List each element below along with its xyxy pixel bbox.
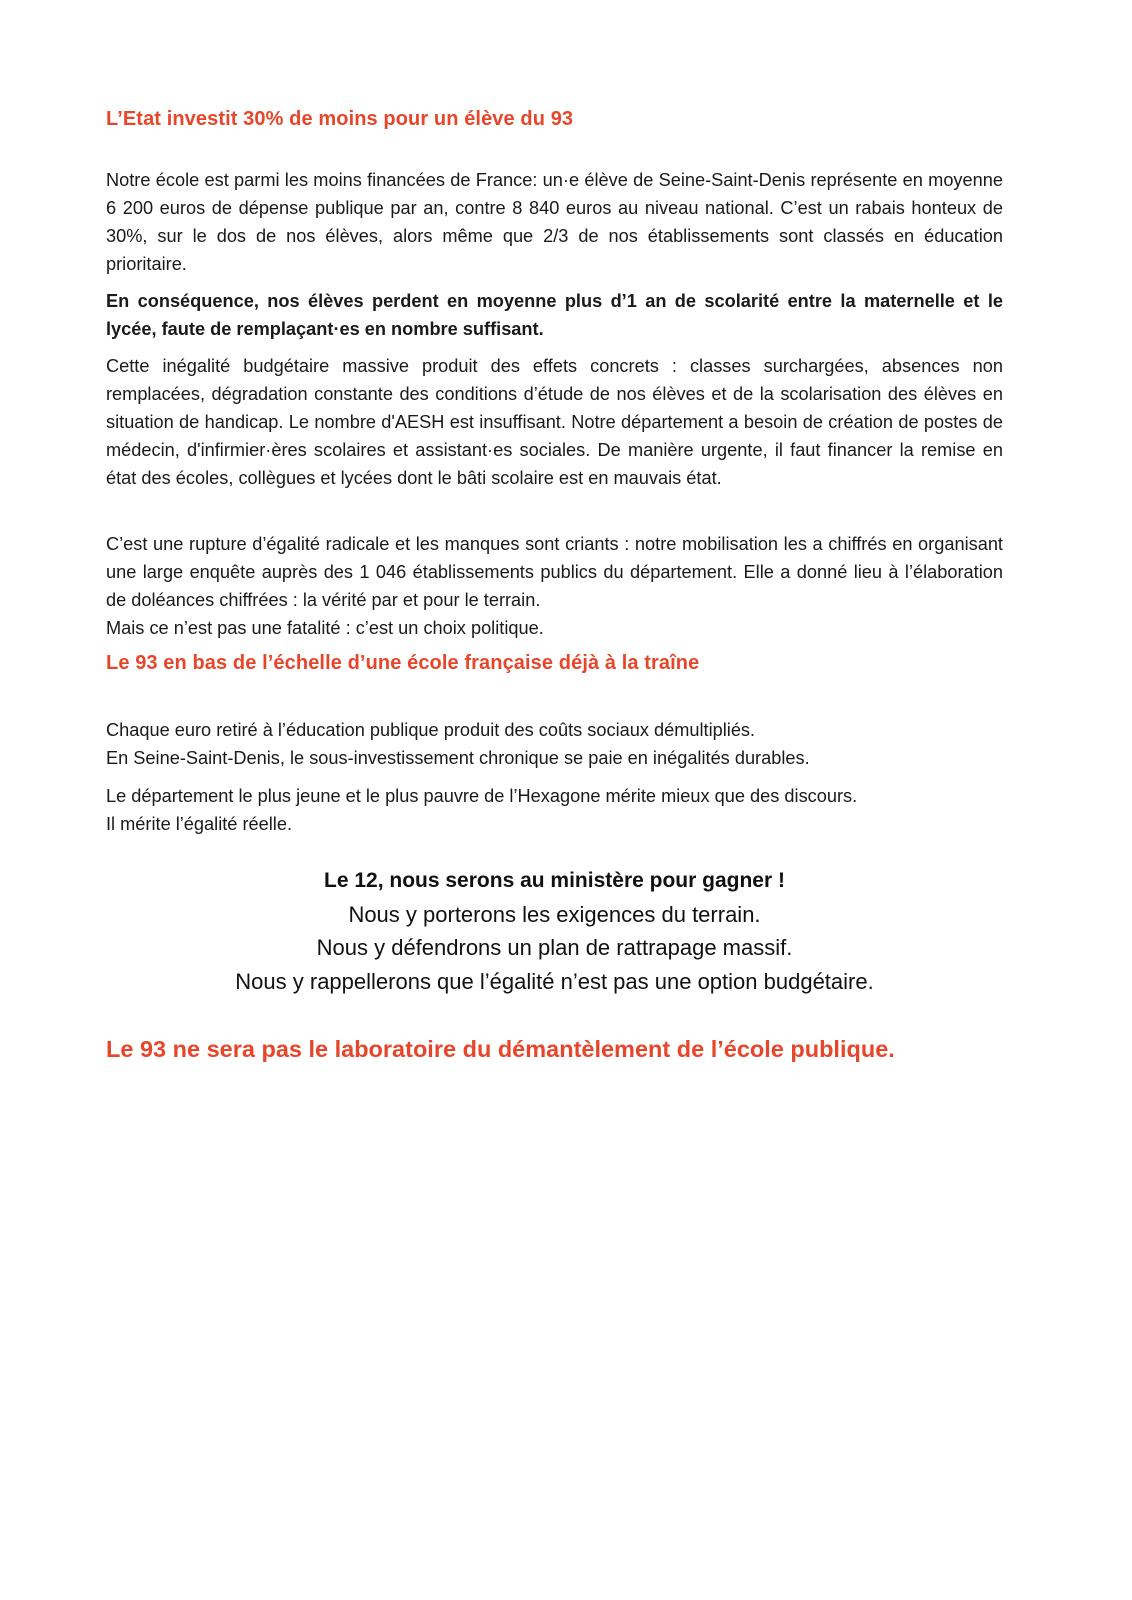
call-to-action-headline: Le 12, nous serons au ministère pour gagner !	[324, 869, 785, 892]
section-heading-bottom-of-scale: Le 93 en bas de l’échelle d’une école française déjà à la traîne	[106, 652, 700, 674]
text-line: En Seine-Saint-Denis, le sous-investissement chronique se paie en inégalités durables.	[106, 748, 810, 768]
paragraph-schooling-loss: En conséquence, nos élèves perdent en moyenne plus d’1 an de scolarité entre la maternelle et le lycée, faute de remplaçant·es en nombre suffisant.	[106, 291, 1003, 339]
text-line: Le département le plus jeune et le plus pauvre de l’Hexagone mérite mieux que des discours.	[106, 786, 858, 806]
paragraph-funding-gap: Notre école est parmi les moins financées de France: un·e élève de Seine-Saint-Denis représente en moyenne 6 200 euros de dépense publique par an, contre 8 840 euros au niveau national. C’est un rabais honteux de 30%, sur le dos de nos élèves, alors même que 2/3 de nos établissements sont classés en éducation prioritaire.	[106, 170, 1003, 274]
text-line: Il mérite l’égalité réelle.	[106, 814, 292, 834]
call-to-action-line: Nous y rappellerons que l’égalité n’est pas une option budgétaire.	[235, 968, 874, 994]
paragraph-political-choice: Mais ce n’est pas une fatalité : c’est un choix politique.	[106, 618, 544, 638]
text-line: Chaque euro retiré à l’éducation publique produit des coûts sociaux démultipliés.	[106, 720, 756, 740]
call-to-action-block	[106, 864, 1003, 998]
call-to-action-line: Nous y défendrons un plan de rattrapage massif.	[316, 935, 793, 960]
paragraph-survey: C’est une rupture d’égalité radicale et les manques sont criants : notre mobilisation les a chiffrés en organisant une large enquête auprès des 1 046 établissements publics du département. Elle a donné lieu à l’élaboration de doléances chiffrées : la vérité par et pour le terrain.	[106, 534, 1003, 610]
paragraph-social-costs	[106, 716, 1003, 772]
paragraph-real-equality	[106, 782, 1003, 838]
section-heading-state-investment: L’Etat investit 30% de moins pour un élève du 93	[106, 108, 574, 130]
closing-statement: Le 93 ne sera pas le laboratoire du démantèlement de l’école publique.	[106, 1036, 895, 1062]
paragraph-concrete-effects: Cette inégalité budgétaire massive produit des effets concrets : classes surchargées, absences non remplacées, dégradation constante des conditions d’étude de nos élèves et de la scolarisation des élèves en situation de handicap. Le nombre d'AESH est insuffisant. Notre département a besoin de création de postes de médecin, d'infirmier·ères scolaires et assistant·es sociales. De manière urgente, il faut financer la remise en état des écoles, collègues et lycées dont le bâti scolaire est en mauvais état.	[106, 356, 1003, 488]
call-to-action-line: Nous y porterons les exigences du terrain.	[348, 901, 761, 927]
